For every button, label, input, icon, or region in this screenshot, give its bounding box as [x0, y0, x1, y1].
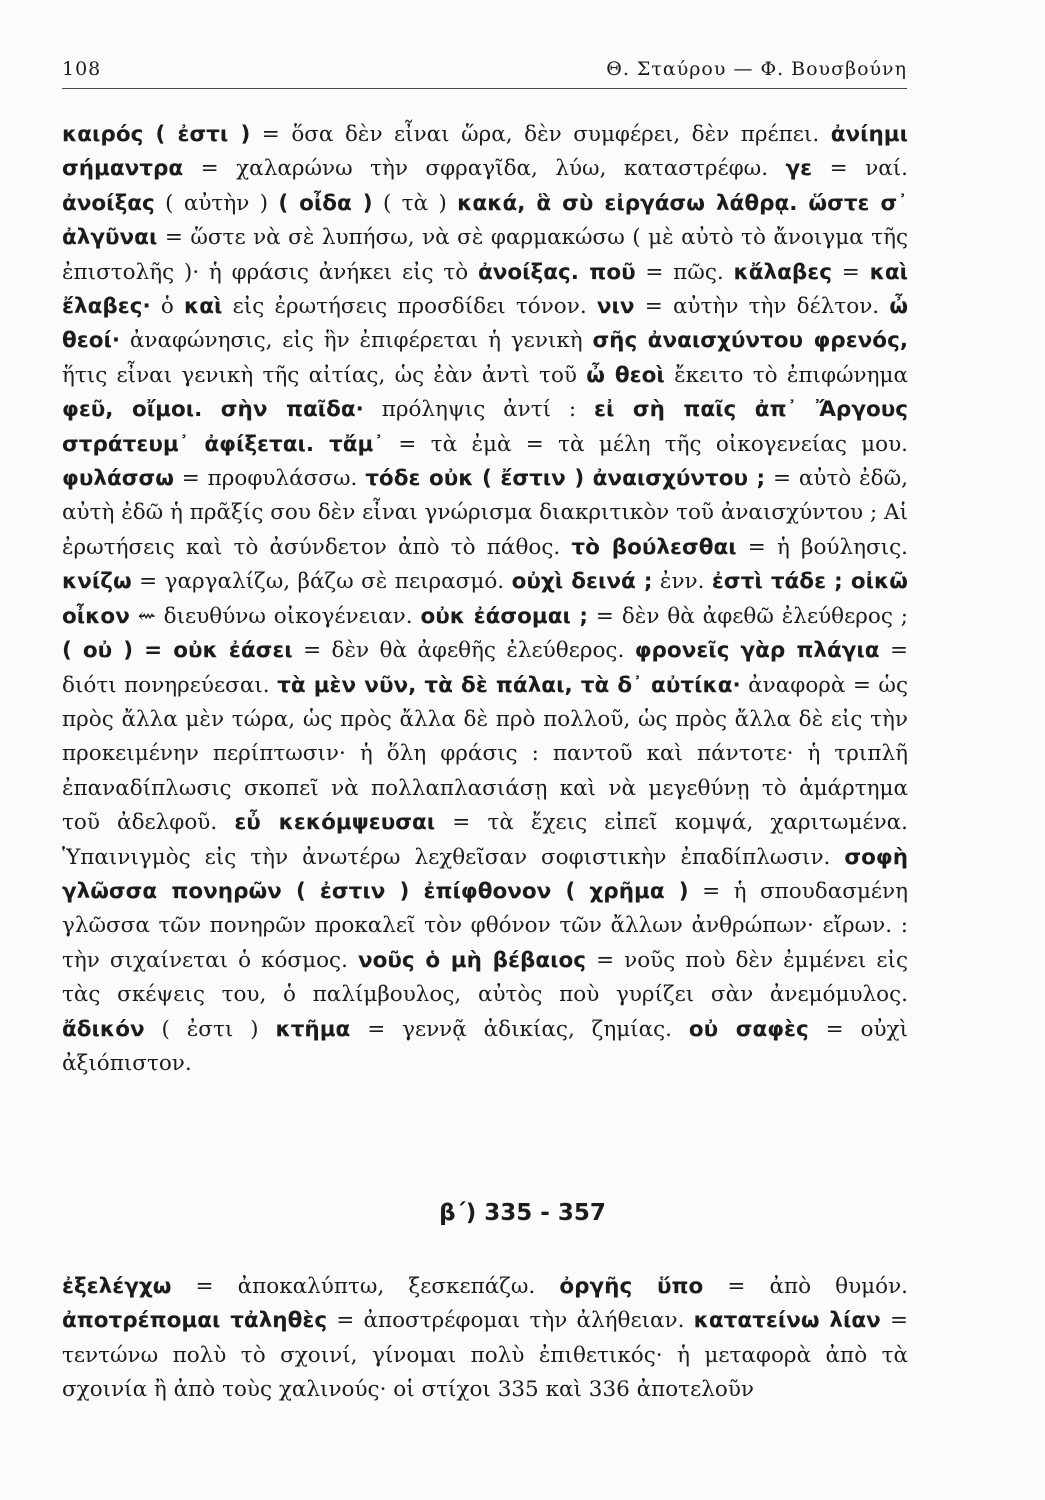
gloss-term: οὐχὶ δεινά ; — [511, 569, 653, 595]
gloss-definition: ἀναφορὰ = ὡς πρὸς ἄλλα μὲν τώρα, ὡς πρὸς ἄλλα δὲ πρὸ πολλοῦ, ὡς πρὸς ἄλλα δὲ εἰς τὴν προκειμένην περίπτωσιν· ἡ ὅλη φράσις : παντοῦ καὶ πάντοτε· ἡ τριπλῆ ἐπαναδίπλωσις σκοπεῖ νὰ πολλαπλασιάσῃ καὶ νὰ μεγεθύνῃ τὸ ἁμάρτημα τοῦ ἀδελφοῦ. — [62, 672, 908, 836]
gloss-definition: ( αὐτὴν ) — [154, 190, 279, 216]
gloss-term: νιν — [596, 294, 635, 320]
gloss-definition: εἰς ἐρωτήσεις προσδίδει τόνον. — [222, 294, 597, 320]
gloss-term: ἄδικόν — [62, 1016, 145, 1042]
gloss-term: ὦ θεοί· — [62, 294, 908, 354]
gloss-term: κἄλαβες — [733, 259, 833, 285]
gloss-definition: = ὅσα δὲν εἶναι ὥρα, δὲν συμφέρει, δὲν πρέπει. — [250, 122, 831, 147]
gloss-term: σῆς ἀναισχύντου φρενός, — [592, 328, 908, 354]
gloss-term: εἰ σὴ παῖς ἀπ᾽ Ἄργους στράτευμ᾽ ἀφίξεται. τἄμ᾽ — [62, 397, 909, 457]
gloss-term: ἐστὶ τάδε ; οἰκῶ οἶκον — [62, 569, 908, 629]
gloss-definition: = γαργαλίζω, βάζω σὲ πειρασμό. — [131, 569, 512, 595]
gloss-definition: = τὰ ἔχεις εἰπεῖ κομψά, χαριτωμένα. Ὑπαινιγμὸς εἰς τὴν ἀνωτέρω λεχθεῖσαν σοφιστικὴν ἐπαδίπλωσιν. — [62, 810, 908, 870]
gloss-definition: = γεννᾷ ἀδικίας, ζημίας. — [350, 1016, 689, 1042]
gloss-term: κακά, ἃ σὺ εἰργάσω λάθρᾳ. ὥστε σ᾽ ἀλγῦναι — [62, 190, 909, 251]
gloss-term: ( οἶδα ) — [278, 190, 373, 216]
gloss-definition: = ἀποκαλύπτω, ξεσκεπάζω. — [171, 1274, 560, 1299]
gloss-term: κτῆμα — [275, 1016, 351, 1042]
gloss-definition: = αὐτὸ ἐδῶ, αὐτὴ ἐδῶ ἡ πρᾶξίς σου δὲν εἶναι γνώρισμα διακριτικὸν τοῦ ἀναισχύντου ; Αἱ ἐρωτήσεις καὶ τὸ ἀσύνδετον ἀπὸ τὸ πάθος. — [62, 466, 908, 560]
gloss-definition: ὁ — [150, 294, 184, 320]
gloss-definition: = νοῦς ποὺ δὲν ἐμμένει εἰς τὰς σκέψεις του, ὁ παλίμβουλος, αὐτὸς ποὺ γυρίζει σὰν ἀνεμόμυλος. — [62, 947, 908, 1008]
gloss-definition: = δὲν θὰ ἀφεθῆς ἐλεύθερος. — [292, 638, 635, 664]
gloss-term: ἐξελέγχω — [62, 1274, 172, 1299]
gloss-definition: = — [832, 259, 870, 285]
gloss-term: ἀποτρέπομαι τἀληθὲς — [62, 1308, 328, 1334]
gloss-definition: = τὰ ἐμὰ = τὰ μέλη τῆς οἰκογενείας μου. — [384, 431, 908, 457]
gloss-definition: πρόληψις ἀντί : — [363, 397, 594, 423]
gloss-term: τόδε οὐκ ( ἔστιν ) ἀναισχύντου ; — [365, 466, 766, 492]
gloss-term: νοῦς ὁ μὴ βέβαιος — [357, 947, 587, 973]
gloss-term: ὦ θεοὶ — [586, 362, 665, 388]
gloss-term: ἀνοίξας. ποῦ — [477, 259, 636, 285]
gloss-definition: = προφυλάσσω. — [173, 466, 366, 492]
gloss-definition: = οὐχὶ ἀξιόπιστον. — [62, 1016, 909, 1076]
gloss-term: οὐκ ἐάσομαι ; — [420, 603, 589, 629]
running-head: Θ. Σταύρου — Φ. Βουσβούνη — [606, 58, 907, 80]
gloss-term: ὀργῆς ὕπο — [559, 1274, 704, 1299]
gloss-term: κνίζω — [62, 569, 132, 595]
gloss-definition: = τεντώνω πολὺ τὸ σχοινί, γίνομαι πολὺ ἐπιθετικός· ἡ μεταφορὰ ἀπὸ τὰ σχοινία ἢ ἀπὸ τοὺς χαλινούς· οἱ στίχοι 335 καὶ 336 ἀποτελοῦν — [62, 1308, 908, 1403]
gloss-term: φεῦ, οἴμοι. σὴν παῖδα· — [62, 397, 364, 423]
gloss-term: σοφὴ γλῶσσα πονηρῶν ( ἐστιν ) ἐπίφθονον ( χρῆμα ) — [62, 844, 908, 904]
gloss-definition: ⇜ διευθύνω οἰκογένειαν. — [129, 603, 421, 629]
gloss-term: καιρός ( ἐστι ) — [62, 122, 251, 147]
gloss-definition: = πῶς. — [635, 259, 734, 285]
gloss-definition: = ναί. — [812, 156, 908, 182]
gloss-term: φρονεῖς γὰρ πλάγια — [634, 638, 880, 664]
gloss-definition: = δὲν θὰ ἀφεθῶ ἐλεύθερος ; — [588, 603, 909, 629]
page-number: 108 — [62, 58, 102, 80]
gloss-definition: ἀναφώνησις, εἰς ἣν ἐπιφέρεται ἡ γενικὴ — [120, 328, 593, 354]
gloss-definition: ἥτις εἶναι γενικὴ τῆς αἰτίας, ὡς ἐὰν ἀντὶ τοῦ — [62, 362, 587, 388]
gloss-definition: = ὥστε νὰ σὲ λυπήσω, νὰ σὲ φαρμακώσω ( μὲ αὐτὸ τὸ ἄνοιγμα τῆς ἐπιστολῆς )· ἡ φράσις ἀνήκει εἰς τὸ — [62, 225, 908, 285]
gloss-term: καὶ — [183, 294, 223, 320]
glossary-paragraph-1 — [62, 118, 908, 1081]
gloss-definition: = ἡ βούλησις. — [736, 534, 908, 560]
gloss-term: εὖ κεκόμψευσαι — [234, 810, 436, 836]
gloss-definition: ( ἐστι ) — [144, 1016, 276, 1042]
gloss-term: τὰ μὲν νῦν, τὰ δὲ πάλαι, τὰ δ᾽ αὐτίκα· — [277, 672, 741, 698]
gloss-definition: ( τὰ ) — [372, 190, 458, 216]
gloss-definition: = ἀπὸ θυμόν. — [703, 1274, 908, 1299]
gloss-term: κατατείνω λίαν — [693, 1308, 881, 1334]
gloss-term: φυλάσσω — [62, 466, 174, 492]
gloss-term: ( οὐ ) = οὐκ ἐάσει — [62, 638, 293, 664]
gloss-definition: = αὐτὴν τὴν δέλτον. — [634, 294, 890, 320]
gloss-definition: ἔκειτο τὸ ἐπιφώνημα — [664, 362, 908, 388]
gloss-definition: = ἡ σπουδασμένη γλῶσσα τῶν πονηρῶν προκαλεῖ τὸν φθόνον τῶν ἄλλων ἀνθρώπων· εἴρων. : τὴν σιχαίνεται ὁ κόσμος. — [62, 878, 909, 973]
gloss-definition: = διότι πονηρεύεσαι. — [62, 638, 908, 698]
gloss-definition: = χαλαρώνω τὴν σφραγῖδα, λύω, καταστρέφω. — [183, 156, 786, 182]
gloss-definition: = ἀποστρέφομαι τὴν ἀλήθειαν. — [327, 1308, 694, 1334]
gloss-term: καὶ ἔλαβες· — [62, 259, 909, 320]
gloss-term: γε — [785, 156, 813, 182]
page-header — [62, 50, 907, 89]
glossary-paragraph-2 — [62, 1270, 908, 1408]
gloss-term: τὸ βούλεσθαι — [571, 534, 737, 560]
gloss-term: ἀνίημι σήμαντρα — [62, 122, 908, 182]
gloss-term: ἀνοίξας — [62, 190, 155, 216]
section-heading: β΄) 335 - 357 — [439, 1200, 606, 1226]
gloss-definition: ἐνν. — [652, 569, 712, 595]
gloss-term: οὐ σαφὲς — [688, 1016, 809, 1042]
